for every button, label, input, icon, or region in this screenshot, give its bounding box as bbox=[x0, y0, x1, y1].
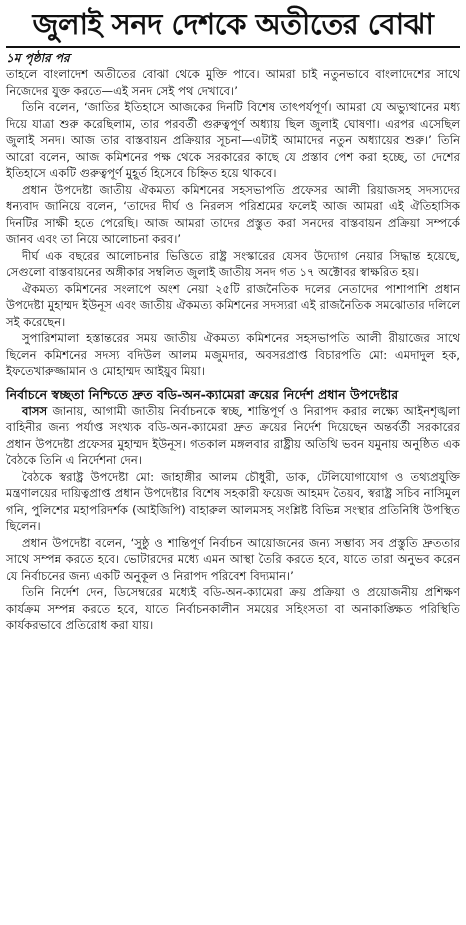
headline-rule bbox=[6, 46, 460, 48]
story-paragraph: তিনি নির্দেশ দেন, ডিসেম্বরের মধ্যেই বডি-অন-ক্যামেরা ক্রয় প্রক্রিয়া ও প্রয়োজনীয় প্রশিক্ষণ কার্যক্রম সম্পন্ন করতে হবে, যাতে নির্বাচনকালীন সময়ের সহিংসতা বা অনাকাঙ্ক্ষিত পরিস্থিতি কার্যকরভাবে প্রতিরোধ করা যায়। bbox=[6, 585, 460, 632]
story-paragraph: প্রধান উপদেষ্টা বলেন, ‘সুষ্ঠু ও শান্তিপূর্ণ নির্বাচন আয়োজনের জন্য সম্ভাব্য সব প্রস্তুতি দ্রুততার সাথে সম্পন্ন করতে হবে। ভোটারদের মধ্যে এমন আস্থা তৈরি করতে হবে, যাতে তারা অনুভব করেন যে নির্বাচনের জন্য একটি অনুকূল ও নিরাপদ পরিবেশ বিদ্যমান।’ bbox=[6, 535, 460, 583]
headline: জুলাই সনদ দেশকে অতীতের বোঝা bbox=[32, 7, 434, 41]
second-story-body bbox=[6, 403, 460, 634]
story-paragraph bbox=[6, 403, 460, 469]
story-paragraph: প্রধান উপদেষ্টা জাতীয় ঐকমত্য কমিশনের সহসভাপতি প্রফেসর আলী রিয়াজসহ সদস্যদের ধন্যবাদ জানিয়ে বলেন, ‘তাদের দীর্ঘ ও নিরলস পরিশ্রমের ফলেই আজ আমরা এই ঐতিহাসিক দিনটির সাক্ষী হতে পেরেছি। আজ আমরা তাদের প্রস্তুত করা সনদের বাস্তবায়ন প্রক্রিয়া সম্পর্কে জানব এবং তা নিয়ে আলোচনা করব।’ bbox=[6, 182, 460, 246]
continuation-label: ১ম পৃষ্ঠার পর bbox=[6, 51, 70, 65]
news-source: বাসস bbox=[22, 403, 48, 418]
story-paragraph: দীর্ঘ এক বছরের আলোচনার ভিত্তিতে রাষ্ট্র সংস্কারের যেসব উদ্যোগ নেয়ার সিদ্ধান্ত হয়েছে, সেগুলো বাস্তবায়নের অঙ্গীকার সম্বলিত জুলাই জাতীয় সনদ গত ১৭ অক্টোবর স্বাক্ষরিত হয়। bbox=[6, 248, 460, 279]
story-paragraph-text: জানায়, আগামী জাতীয় নির্বাচনকে স্বচ্ছ, শান্তিপূর্ণ ও নিরাপদ করার লক্ষ্যে আইনশৃঙ্খলা বাহিনীর জন্য পর্যাপ্ত সংখ্যক বডি-অন-ক্যামেরা দ্রুত ক্রয়ের নির্দেশ দিয়েছেন অন্তর্বর্তী সরকারের প্রধান উপদেষ্টা প্রফেসর মুহাম্মদ ইউনূস। গতকাল মঙ্গলবার রাষ্ট্রীয় অতিথি ভবন যমুনায় অনুষ্ঠিত এক বৈঠকে তিনি এ নির্দেশনা দেন। bbox=[6, 403, 460, 467]
story-paragraph: ঐকমত্য কমিশনের সংলাপে অংশ নেয়া ২৫টি রাজনৈতিক দলের নেতাদের পাশাপাশি প্রধান উপদেষ্টা মুহাম্মদ ইউনূস এবং জাতীয় ঐকমত্য কমিশনের সদস্যরা এই রাজনৈতিক সমঝোতার দলিলে সই করেছেন। bbox=[6, 281, 460, 329]
story-paragraph: তিনি বলেন, ‘জাতির ইতিহাসে আজকের দিনটি বিশেষ তাৎপর্যপূর্ণ। আমরা যে অভ্যুত্থানের মধ্য দিয়ে যাত্রা শুরু করেছিলাম, তার পরবর্তী গুরুত্বপূর্ণ অধ্যায় ছিল জুলাই ঘোষণা। এরপর এসেছিল জুলাই সনদ। আজ তার বাস্তবায়ন প্রক্রিয়ার সূচনা—এটাই আমাদের নতুন অধ্যায়ের শুরু।’ তিনি আরো বলেন, আজ কমিশনের পক্ষ থেকে সরকারের কাছে যে প্রস্তাব পেশ করা হচ্ছে, তা দেশের ইতিহাসে একটি গুরুত্বপূর্ণ মুহূর্ত হিসেবে চিহ্নিত হয়ে থাকবে। bbox=[6, 100, 460, 180]
story-paragraph: তাহলে বাংলাদেশ অতীতের বোঝা থেকে মুক্তি পাবে। আমরা চাই নতুনভাবে বাংলাদেশের সাথে নিজেদের যুক্ত করতে—এই সনদ সেই পথ দেখাবে।’ bbox=[6, 67, 460, 98]
story-paragraph: বৈঠকে স্বরাষ্ট্র উপদেষ্টা মো: জাহাঙ্গীর আলম চৌধুরী, ডাক, টেলিযোগাযোগ ও তথ্যপ্রযুক্তি মন্ত্রণালয়ের দায়িত্বপ্রাপ্ত প্রধান উপদেষ্টার বিশেষ সহকারী ফয়েজ আহমদ তৈয়ব, স্বরাষ্ট্র সচিব নাসিমুল গনি, পুলিশের মহাপরিদর্শক (আইজিপি) বাহারুল আলমসহ সংশ্লিষ্ট বিভিন্ন সংস্থার প্রতিনিধি উপস্থিত ছিলেন। bbox=[6, 469, 460, 533]
subheadline: নির্বাচনে স্বচ্ছতা নিশ্চিতে দ্রুত বডি-অন-ক্যামেরা ক্রয়ের নির্দেশ প্রধান উপদেষ্টার bbox=[6, 386, 399, 402]
story-body bbox=[6, 66, 460, 380]
news-clipping bbox=[0, 4, 466, 925]
story-paragraph: সুপারিশমালা হস্তান্তরের সময় জাতীয় ঐকমত্য কমিশনের সহসভাপতি আলী রীয়াজের সাথে ছিলেন কমিশনের সদস্য বদিউল আলম মজুমদার, অবসরপ্রাপ্ত বিচারপতি মো: এমদাদুল হক, ইফতেখারুজ্জামান ও মোহাম্মদ আইয়ুব মিয়া। bbox=[6, 331, 460, 378]
